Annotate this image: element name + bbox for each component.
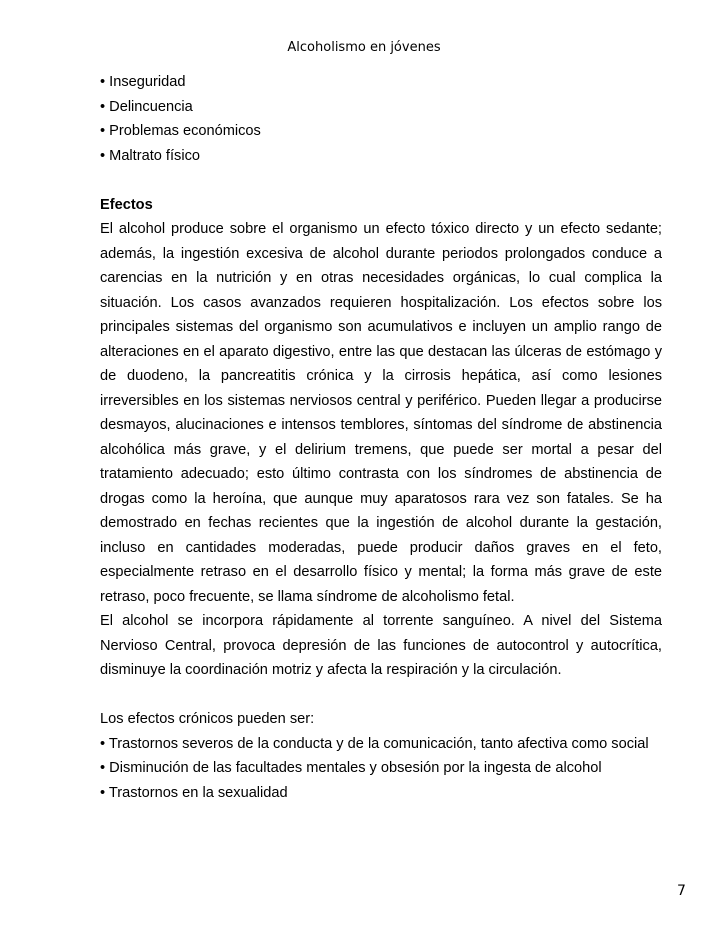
- list-item-maltrato-fisico: • Maltrato físico: [100, 147, 200, 164]
- list-item-trastornos-conducta: • Trastornos severos de la conducta y de la comunicación, tanto afectiva como social: [100, 735, 649, 752]
- section-heading: Efectos: [100, 196, 153, 213]
- list-item-problemas-economicos: • Problemas económicos: [100, 123, 261, 139]
- effects-paragraph-1: El alcohol produce sobre el organismo un efecto tóxico directo y un efecto sedante; además, la ingestión excesiva de alcohol durante periodos prolongados conduce a carencias en la nutrición y en otras necesidades orgánicas, lo cual complica la situación. Los casos avanzados requieren hospitalización. Los efectos sobre los principales sistemas del organismo son acumulativos e incluyen un amplio rango de alteraciones en el aparato digestivo, entre las que destacan las úlceras de estómago y de duodeno, la pancreatitis crónica y la cirrosis hepática, así como lesiones irreversibles en los sistemas nerviosos central y periférico. Pueden llegar a producirse desmayos, alucinaciones e intensos temblores, síntomas del síndrome de abstinencia alcohólica más grave, y el delirium tremens, que puede ser mortal a pesar del tratamiento adecuado; esto último contrasta con los síndromes de abstinencia de drogas como la heroína, que aunque muy aparatosos rara vez son fatales. Se ha demostrado en fechas recientes que la ingestión de alcohol durante la gestación, incluso en cantidades moderadas, puede producir daños graves en el feto, especialmente retraso en el desarrollo físico y mental; la forma más grave de este retraso, poco frecuente, se llama síndrome de alcoholismo fetal.: [100, 221, 662, 605]
- page-header: Alcoholismo en jóvenes: [287, 40, 441, 55]
- chronic-effects-intro: Los efectos crónicos pueden ser:: [100, 711, 315, 727]
- list-item-trastornos-sexualidad: • Trastornos en la sexualidad: [100, 784, 288, 801]
- page-number: 7: [677, 883, 686, 899]
- list-item-delincuencia: • Delincuencia: [100, 98, 193, 115]
- effects-paragraph-2: El alcohol se incorpora rápidamente al torrente sanguíneo. A nivel del Sistema Nervioso Central, provoca depresión de las funciones de autocontrol y autocrítica, disminuye la coordinación motriz y afecta la respiración y la circulación.: [100, 613, 662, 678]
- spacer: [100, 168, 662, 193]
- list-item-disminucion-facultades: • Disminución de las facultades mentales y obsesión por la ingesta de alcohol: [100, 760, 602, 776]
- list-item-inseguridad: • Inseguridad: [100, 74, 186, 90]
- document-body: [100, 70, 662, 805]
- spacer: [100, 683, 662, 708]
